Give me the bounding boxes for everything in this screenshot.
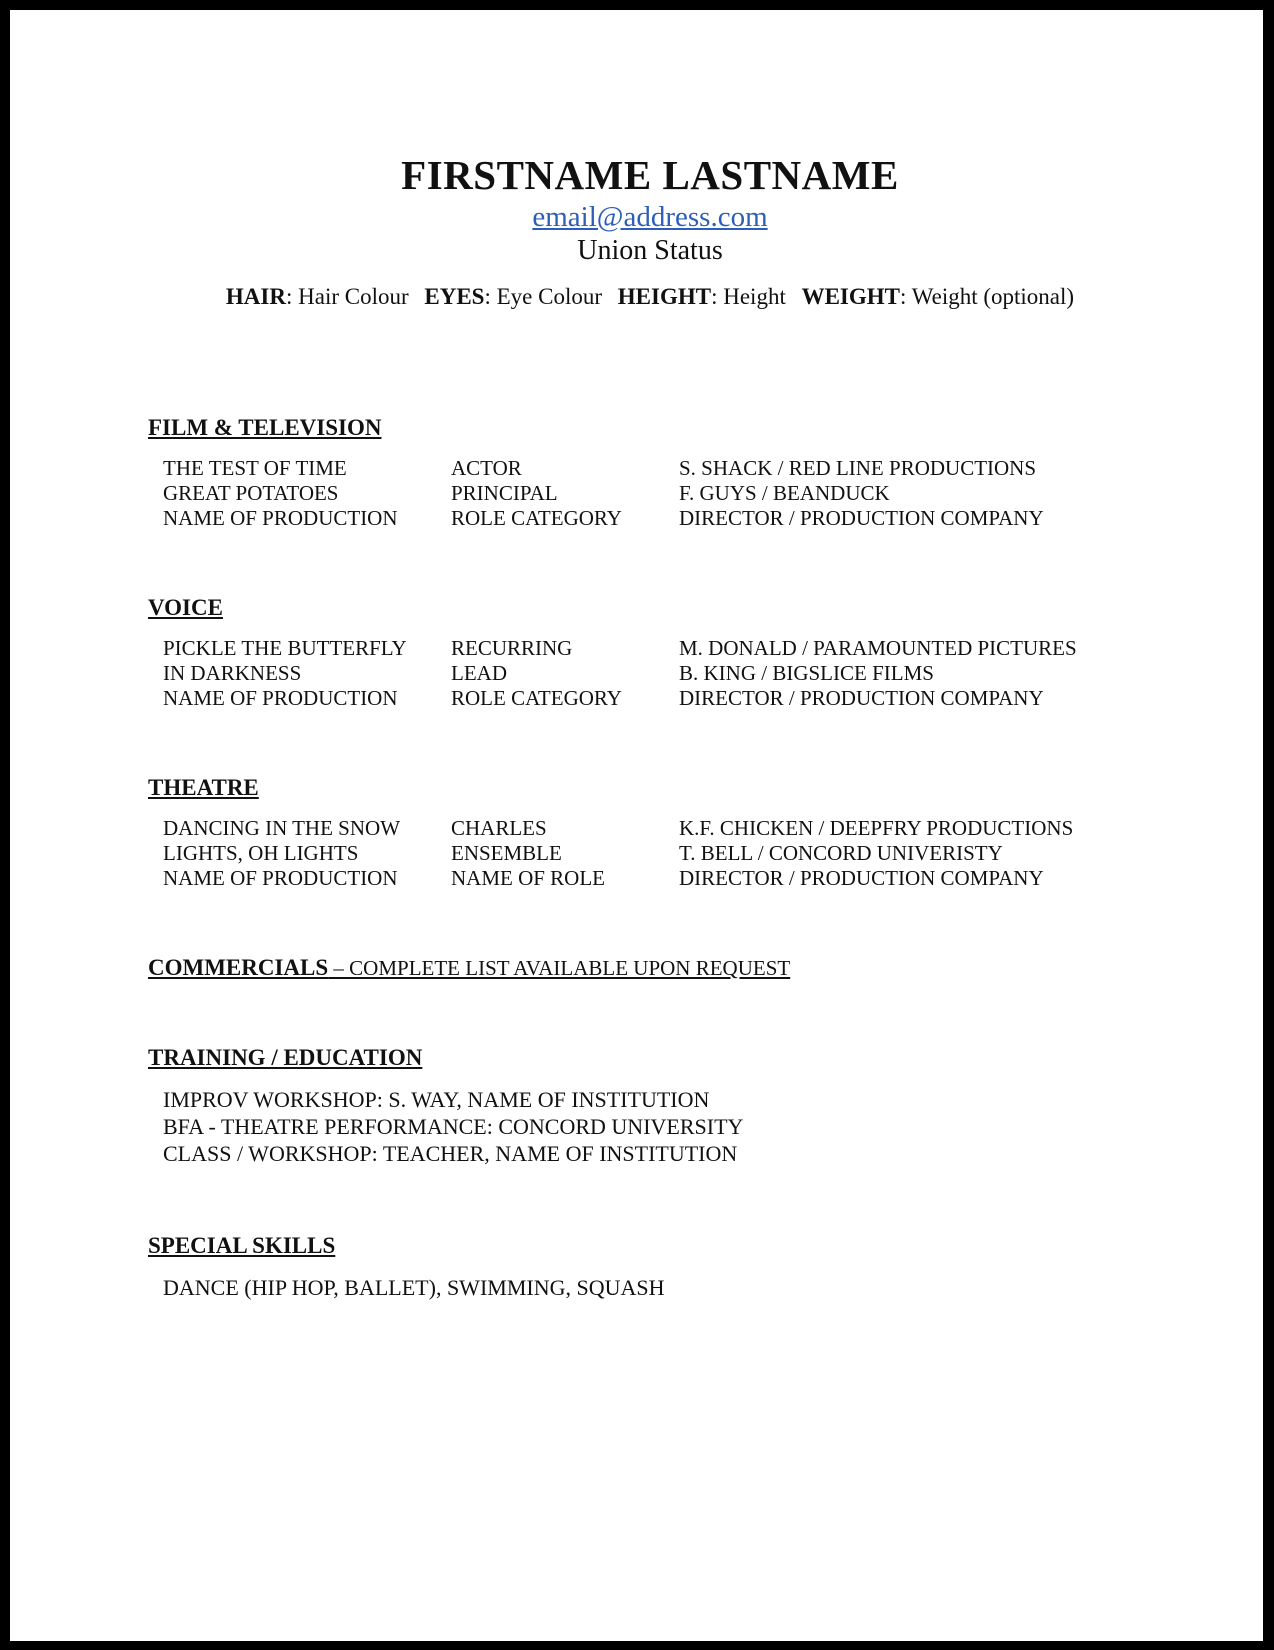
production-name: DANCING IN THE SNOW (163, 816, 401, 840)
director-company: T. BELL / CONCORD UNIVERISTY (679, 841, 1003, 865)
union-status: Union Status (577, 235, 723, 266)
eyes-value: Eye Colour (496, 284, 603, 309)
director-company: DIRECTOR / PRODUCTION COMPANY (679, 506, 1044, 530)
credit-row (163, 686, 1139, 711)
role: ROLE CATEGORY (451, 686, 622, 710)
director-company: B. KING / BIGSLICE FILMS (679, 661, 934, 685)
director-company: K.F. CHICKEN / DEEPFRY PRODUCTIONS (679, 816, 1074, 840)
role: ROLE CATEGORY (451, 506, 622, 530)
list-item: CLASS / WORKSHOP: TEACHER, NAME OF INSTITUTION (163, 1141, 738, 1166)
role: ACTOR (451, 456, 522, 480)
role: ENSEMBLE (451, 841, 562, 865)
list-item: DANCE (HIP HOP, BALLET), SWIMMING, SQUASH (163, 1275, 665, 1300)
actor-name: FIRSTNAME LASTNAME (401, 152, 899, 198)
production-name: IN DARKNESS (163, 661, 302, 685)
credit-row (163, 866, 1139, 891)
production-name: NAME OF PRODUCTION (163, 686, 398, 710)
credit-row (163, 841, 1139, 866)
role: LEAD (451, 661, 507, 685)
commercials-note: – COMPLETE LIST AVAILABLE UPON REQUEST (328, 956, 791, 980)
production-name: PICKLE THE BUTTERFLY (163, 636, 407, 660)
director-company: DIRECTOR / PRODUCTION COMPANY (679, 866, 1044, 890)
resume-page (10, 10, 1263, 1641)
director-company: F. GUYS / BEANDUCK (679, 481, 890, 505)
production-name: THE TEST OF TIME (163, 456, 347, 480)
hair-label: HAIR (225, 284, 286, 309)
production-name: LIGHTS, OH LIGHTS (163, 841, 359, 865)
height-value: Height (723, 284, 786, 309)
credit-row (163, 816, 1139, 841)
eyes-label: EYES (424, 284, 485, 309)
weight-value: Weight (optional) (911, 284, 1075, 309)
list-item: IMPROV WORKSHOP: S. WAY, NAME OF INSTITUTION (163, 1087, 710, 1112)
weight-label: WEIGHT (801, 284, 901, 309)
role: RECURRING (451, 636, 573, 660)
voice-credits (163, 636, 1139, 711)
list-item: BFA - THEATRE PERFORMANCE: CONCORD UNIVERSITY (163, 1114, 744, 1139)
special-skills-heading: SPECIAL SKILLS (148, 1233, 336, 1258)
commercials-title: COMMERCIALS (148, 955, 329, 980)
film-tv-heading: FILM & TELEVISION (148, 415, 382, 440)
physical-stats: HAIR: Hair Colour EYES: Eye Colour HEIGHT: Height WEIGHT: Weight (optional) (225, 284, 1075, 309)
role: NAME OF ROLE (451, 866, 606, 890)
height-label: HEIGHT (617, 284, 712, 309)
theatre-heading: THEATRE (148, 775, 259, 800)
credit-row (163, 481, 1139, 506)
credit-row (163, 661, 1139, 686)
role: PRINCIPAL (451, 481, 558, 505)
credit-row (163, 506, 1139, 531)
commercials-heading (148, 954, 790, 982)
skills-list (163, 1274, 665, 1301)
director-company: M. DONALD / PARAMOUNTED PICTURES (679, 636, 1077, 660)
production-name: NAME OF PRODUCTION (163, 866, 398, 890)
training-list (163, 1086, 743, 1167)
hair-value: Hair Colour (298, 284, 409, 309)
resume-header (10, 152, 1274, 312)
training-heading: TRAINING / EDUCATION (148, 1045, 423, 1070)
credit-row (163, 456, 1139, 481)
director-company: DIRECTOR / PRODUCTION COMPANY (679, 686, 1044, 710)
production-name: GREAT POTATOES (163, 481, 339, 505)
production-name: NAME OF PRODUCTION (163, 506, 398, 530)
voice-heading: VOICE (148, 595, 223, 620)
film-tv-credits (163, 456, 1139, 531)
credit-row (163, 636, 1139, 661)
director-company: S. SHACK / RED LINE PRODUCTIONS (679, 456, 1037, 480)
email-link[interactable]: email@address.com (532, 201, 768, 233)
theatre-credits (163, 816, 1139, 891)
role: CHARLES (451, 816, 547, 840)
